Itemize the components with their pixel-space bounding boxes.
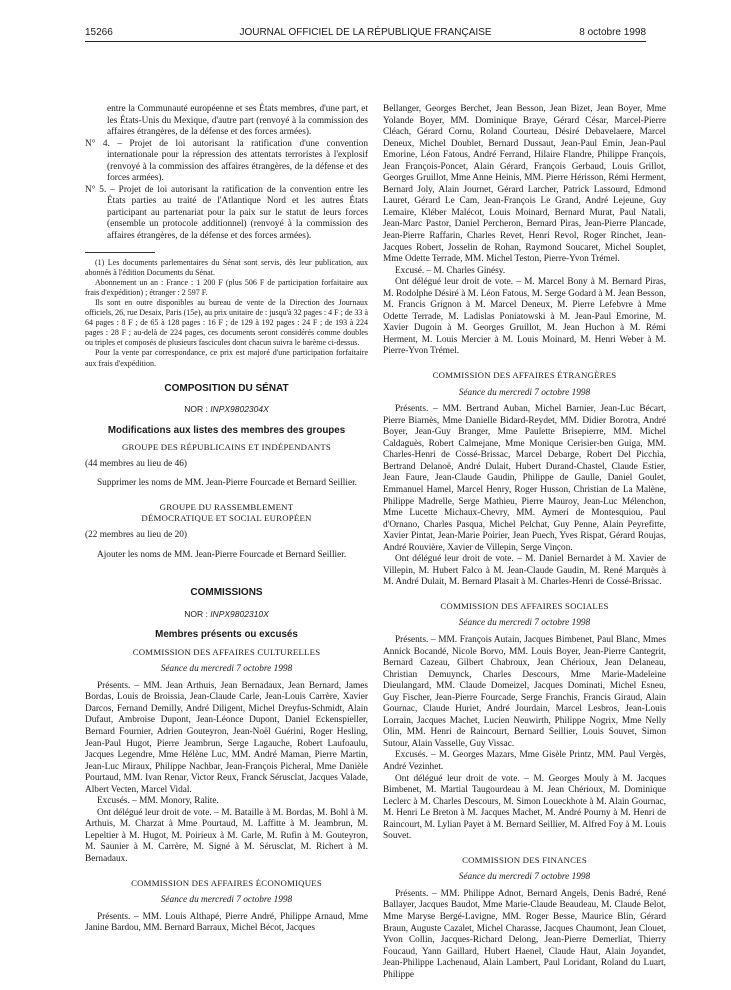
- subsection-title-membres: Membres présents ou excusés: [155, 629, 298, 641]
- issue-date: 8 octobre 1998: [579, 27, 646, 38]
- commission-name: COMMISSION DES AFFAIRES CULTURELLES: [132, 646, 321, 657]
- footnote-rule: [85, 252, 155, 253]
- present-list: Présents. – MM. Philippe Adnot, Bernard Angels, Denis Badré, René Ballayer, Jacques Baudot, Mme Marie-Claude Beaudeau, M. Claude Belot, Mme Maryse Bergé-Lavigne, MM. Roger Besse, Maurice Blin, Gérard Braun, Auguste Cazalet, Michel Charasse, Jacques Chaumont, Jean Clouet, Yvon Collin, Jacques-Richard Delong, Jean-Pierre Demerliat, Thierry Foucaud, Yann Gaillard, Hubert Haenel, Claude Haut, Alain Joyandet, Jean-Philippe Lachenaud, Alain Lambert, Paul Loridant, Roland du Luart, Philippe: [383, 888, 666, 980]
- excused-list: Excusé. – M. Charles Ginésy.: [395, 265, 506, 276]
- group-count: (44 membres au lieu de 46): [85, 458, 187, 469]
- delegated-list: Ont délégué leur droit de vote. – M. Bataille à M. Bordas, M. Bohl à M. Arthuis, M. Charzat à Mme Pourtaud, M. Laffitte à M. Jeambrun, M. Lepeltier à M. Hugot, M. Poirieux à M. Carle, M. Rufin à M. Gouteyron, M. Saunier à M. Carrère, M. Signé à M. Sérusclat, M. Richert à M. Bernadaux.: [85, 807, 368, 864]
- delegated-list: Ont délégué leur droit de vote. – M. Georges Mouly à M. Jacques Bimbenet, M. Martial Taugourdeau à M. Jean Chérioux, M. Dominique Leclerc à M. Charles Descours, M. Simon Loueckhote à M. Alain Gournac, M. Henri Le Breton à M. Jacques Machet, M. André Pourny à M. Henri de Raincourt, M. Lylian Payet à M. Bernard Seillier, M. Alfred Foy à M. Louis Souvet.: [383, 773, 666, 842]
- present-list: Présents. – MM. François Autain, Jacques Bimbenet, Paul Blanc, Mmes Annick Bocandé, Nicole Borvo, MM. Louis Boyer, Jean-Pierre Cantegrit, Bernard Cazeau, Gilbert Chabroux, Jean Chérioux, Jean Delaneau, Christian Demuynck, Charles Descours, Mme Marie-Madeleine Dieulangard, MM. Claude Domeizel, Jacques Dominati, Michel Esneu, Guy Fischer, Jean-Pierre Fourcade, Serge Franchis, Francis Giraud, Alain Gournac, Claude Huriet, André Jourdain, Marcel Lesbros, Jean-Louis Lorrain, Jacques Machet, Lucien Neuwirth, Philippe Nogrix, Mme Nelly Olin, MM. Henri de Raincourt, Bernard Seillier, Louis Souvet, Simon Sutour, Alain Vasselle, Guy Vissac.: [383, 634, 666, 749]
- sitting-date: Séance du mercredi 7 octobre 1998: [458, 618, 591, 629]
- commission-name: COMMISSION DES AFFAIRES SOCIALES: [440, 600, 609, 611]
- footnote-2: Abonnement un an : France : 1 200 F (plus 506 F de participation forfaitaire aux frais d'expédition) ; étranger : 2 597 F.: [85, 277, 368, 297]
- sitting-date: Séance du mercredi 7 octobre 1998: [458, 387, 591, 398]
- delegated-list: Ont délégué leur droit de vote. – M. Marcel Bony à M. Bernard Piras, M. Rodolphe Désiré à M. Léon Fatous, M. Serge Godard à M. Jean Besson, M. Francis Grignon à M. Marcel Deneux, M. Pierre Lefebvre à Mme Odette Terrade, M. Ladislas Poniatowski à M. Jean-Paul Emorine, M. Xavier Dugoin à M. Georges Gruillot, M. Jean Huchon à M. Rémi Herment, M. Louis Mercier à M. Louis Moinard, M. Henri Weber à M. Pierre-Yvon Trémel.: [383, 277, 666, 357]
- present-list: Présents. – MM. Bertrand Auban, Michel Barnier, Jean-Luc Bécart, Pierre Biarnès, Mme Danielle Bidard-Reydet, MM. Didier Borotra, André Boyer, Jean-Guy Branger, Mme Paulette Brisepierre, MM. Michel Caldaguès, Robert Calmejane, Mme Monique Cerisier-ben Guiga, MM. Charles-Henri de Cossé-Brissac, Marcel Debarge, Robert Del Picchia, Bertrand Delanoë, André Dulait, Hubert Durand-Chastel, Claude Estier, Jean Faure, Jean-Claude Gaudin, Philippe de Gaulle, Daniel Goulet, Emmanuel Hamel, Marcel Henry, Roger Husson, Christian de La Malène, Philippe Madrelle, Serge Mathieu, Pierre Mauroy, Jean-Luc Mélenchon, Mme Lucette Michaux-Chevry, MM. Aymeri de Montesquiou, Paul d'Ornano, Charles Pasqua, Michel Pelchat, Guy Penne, Alain Peyrefitte, Xavier Pintat, Jean-Marie Poirier, Jean Puech, Yves Rispat, Gérard Roujas, André Rouvière, Xavier de Villepin, Serge Vinçon.: [383, 404, 666, 553]
- sitting-date: Séance du mercredi 7 octobre 1998: [160, 895, 293, 906]
- footnote-3: Ils sont en outre disponibles au bureau de vente de la Direction des Journaux officiels, 26, rue Desaix, Paris (15e), au prix unitaire de : jusqu'à 32 pages : 4 F ; de 33 à 64 pages : 8 F ; de 65 à 128 pages : 16 F ; de 129 à 192 pages : 24 F ; de 193 à 224 pages : 28 F ; au-delà de 224 pages, ces documents seront considérés comme doubles ou triples et composés de plusieurs fascicules dont chacun suivra le barème ci-dessus.: [85, 297, 368, 348]
- list-item-5: N° 5. – Projet de loi autorisant la ratification de la convention entre les États parties au traité de l'Atlantique Nord et les autres États participant au partenariat pour la paix sur le statut de leurs forces (ensemble un protocole additionnel) (renvoyé à la commission des affaires étrangères, de la défense et des forces armées).: [85, 184, 368, 242]
- commission-name: COMMISSION DES AFFAIRES ÉCONOMIQUES: [131, 877, 322, 888]
- section-title-composition: COMPOSITION DU SÉNAT: [164, 382, 289, 394]
- left-column: [85, 104, 368, 935]
- present-list-continuation: Bellanger, Georges Berchet, Jean Besson, Jean Bizet, Jean Boyer, Mme Yolande Boyer, MM. Dominique Braye, Gérard César, Marcel-Pierre Cléach, Gérard Cornu, Roland Courteau, Désiré Debavelaere, Marcel Deneux, Michel Doublet, Bernard Dussaut, Jean-Paul Emin, Jean-Paul Emorine, Léon Fatous, André Ferrand, Hilaire Flandre, Philippe François, Jean François-Poncet, Alain Gérard, François Gerbaud, Louis Grillot, Georges Gruillot, Mme Anne Heinis, MM. Pierre Hérisson, Rémi Herment, Bernard Joly, Alain Journet, Gérard Larcher, Patrick Lassourd, Edmond Lauret, Gérard Le Cam, Jean-François Le Grand, André Lejeune, Guy Lemaire, Kléber Malécot, Louis Moinard, Bernard Murat, Paul Natali, Jean-Marc Pastor, Daniel Percheron, Bernard Piras, Jean-Pierre Plancade, Jean-Pierre Raffarin, Charles Revet, Henri Revol, Roger Rinchet, Jean-Jacques Robert, Josselin de Rohan, Raymond Soucaret, Michel Souplet, Mme Odette Terrade, MM. Michel Teston, Pierre-Yvon Trémel.: [383, 104, 666, 265]
- excused-list: Excusés. – MM. Monory, Ralite.: [97, 796, 219, 807]
- delegated-list: Ont délégué leur droit de vote. – M. Daniel Bernardet à M. Xavier de Villepin, M. Hubert Falco à M. Jean-Claude Gaudin, M. René Marquès à M. André Dulait, M. Bernard Plasait à M. Charles-Henri de Cossé-Brissac.: [383, 554, 666, 588]
- excused-list: Excusés. – M. Georges Mazars, Mme Gisèle Printz, MM. Paul Vergès, André Vezinhet.: [383, 750, 666, 772]
- page-number: 15266: [85, 27, 113, 38]
- journal-title: JOURNAL OFFICIEL DE LA RÉPUBLIQUE FRANÇAISE: [239, 27, 492, 38]
- group-text: Supprimer les noms de MM. Jean-Pierre Fourcade et Bernard Seillier.: [97, 478, 357, 489]
- footnotes: [85, 258, 368, 369]
- commission-name: COMMISSION DES AFFAIRES ÉTRANGÈRES: [432, 370, 617, 381]
- sitting-date: Séance du mercredi 7 octobre 1998: [458, 872, 591, 883]
- footnote-4: Pour la vente par correspondance, ce prix est majoré d'une participation forfaitaire aux frais d'expédition.: [85, 348, 368, 368]
- group-name-line2: DÉMOCRATIQUE ET SOCIAL EUROPÉEN: [141, 513, 312, 524]
- commission-name: COMMISSION DES FINANCES: [462, 854, 587, 865]
- group-text: Ajouter les noms de MM. Jean-Pierre Fourcade et Bernard Seillier.: [97, 549, 347, 560]
- header-rule: [85, 41, 646, 42]
- section-title-commissions: COMMISSIONS: [190, 587, 263, 599]
- present-list: Présents. – MM. Louis Althapé, Pierre André, Philippe Arnaud, Mme Janine Bardou, MM. Bernard Barraux, Michel Bécot, Jacques: [85, 911, 368, 934]
- right-column: [383, 104, 666, 981]
- list-item-4: N° 4. – Projet de loi autorisant la ratification d'une convention internationale pour la répression des attentats terroristes à l'explosif (renvoyé à la commission des affaires étrangères, de la défense et des forces armées).: [85, 138, 368, 184]
- group-name: GROUPE DU RASSEMBLEMENT: [159, 501, 294, 512]
- nor-reference: NOR : INPX9802310X: [184, 608, 269, 619]
- group-name: GROUPE DES RÉPUBLICAINS ET INDÉPENDANTS: [122, 442, 331, 453]
- list-item-continuation: entre la Communauté européenne et ses États membres, d'une part, et les États-Unis du Mexique, d'autre part (renvoyé à la commission des affaires étrangères, de la défense et des forces armées).: [107, 104, 368, 138]
- sitting-date: Séance du mercredi 7 octobre 1998: [160, 664, 293, 675]
- present-list: Présents. – MM. Jean Arthuis, Jean Bernadaux, Jean Bernard, James Bordas, Louis de Broissia, Jean-Claude Carle, Jean-Louis Carrère, Xavier Darcos, Fernand Demilly, André Diligent, Michel Dreyfus-Schmidt, Alain Dufaut, Ambroise Dupont, Jean-Léonce Dupont, Daniel Eckenspieller, Bernard Fournier, Adrien Gouteyron, Jean-Noël Guérini, Roger Hesling, Jean-Paul Hugot, Pierre Jeambrun, Serge Lagauche, Robert Laufoaulu, Jacques Legendre, Mme Hélène Luc, MM. André Maman, Pierre Martin, Jean-Luc Miraux, Philippe Nachbar, Jean-François Picheral, Mme Danièle Pourtaud, MM. Ivan Renar, Victor Reux, Franck Sérusclat, Jacques Valade, Albert Vecten, Marcel Vidal.: [85, 680, 368, 795]
- nor-reference: NOR : INPX9802304X: [184, 404, 269, 415]
- page-header: [85, 27, 646, 41]
- group-count: (22 membres au lieu de 20): [85, 529, 187, 540]
- subsection-title-modifications: Modifications aux listes des membres des groupes: [107, 424, 346, 436]
- footnote-1: (1) Les documents parlementaires du Sénat sont servis, dès leur publication, aux abonnés à l'édition Documents du Sénat.: [85, 257, 368, 277]
